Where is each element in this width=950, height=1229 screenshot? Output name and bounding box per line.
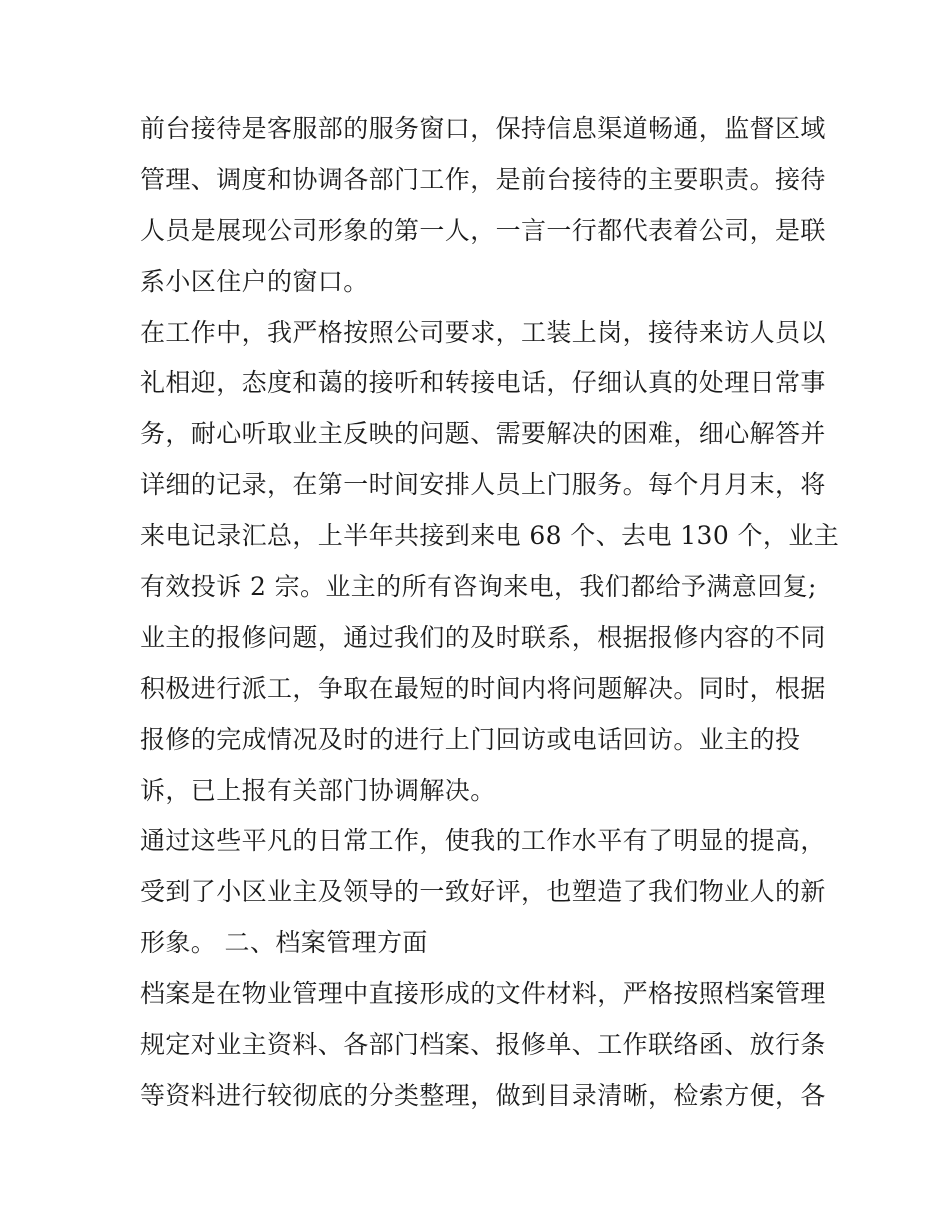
text-line: 有效投诉 2 宗。业主的所有咨询来电，我们都给予满意回复; <box>140 572 817 602</box>
text-line: 受到了小区业主及领导的一致好评，也塑造了我们物业人的新 <box>140 877 826 907</box>
text-line: 报修的完成情况及时的进行上门回访或电话回访。业主的投 <box>140 724 801 754</box>
text-line: 管理、调度和协调各部门工作，是前台接待的主要职责。接待 <box>140 164 826 194</box>
text-line: 务，耐心听取业主反映的问题、需要解决的困难，细心解答并 <box>140 419 826 449</box>
text-line: 业主的报修问题，通过我们的及时联系，根据报修内容的不同 <box>140 622 826 652</box>
text-line: 规定对业主资料、各部门档案、报修单、工作联络函、放行条 <box>140 1030 826 1060</box>
text-line: 等资料进行较彻底的分类整理，做到目录清晰，检索方便，各 <box>140 1080 826 1110</box>
document-page <box>140 104 840 1122</box>
text-line: 通过这些平凡的日常工作，使我的工作水平有了明显的提高， <box>140 826 826 856</box>
text-line: 形象。 二、档案管理方面 <box>140 928 428 958</box>
text-line: 礼相迎，态度和蔼的接听和转接电话，仔细认真的处理日常事 <box>140 368 826 398</box>
text-line: 系小区住户的窗口。 <box>140 266 369 296</box>
text-line: 诉，已上报有关部门协调解决。 <box>140 775 496 805</box>
text-line: 来电记录汇总，上半年共接到来电 68 个、去电 130 个，业主 <box>140 521 840 551</box>
text-line: 详细的记录，在第一时间安排人员上门服务。每个月月末，将 <box>140 470 826 500</box>
text-line: 积极进行派工，争取在最短的时间内将问题解决。同时，根据 <box>140 673 826 703</box>
text-line: 在工作中，我严格按照公司要求，工装上岗，接待来访人员以 <box>140 317 826 347</box>
text-line: 前台接待是客服部的服务窗口，保持信息渠道畅通，监督区域 <box>140 114 826 143</box>
text-line: 人员是展现公司形象的第一人，一言一行都代表着公司，是联 <box>140 215 826 245</box>
text-line: 档案是在物业管理中直接形成的文件材料，严格按照档案管理 <box>140 979 826 1009</box>
